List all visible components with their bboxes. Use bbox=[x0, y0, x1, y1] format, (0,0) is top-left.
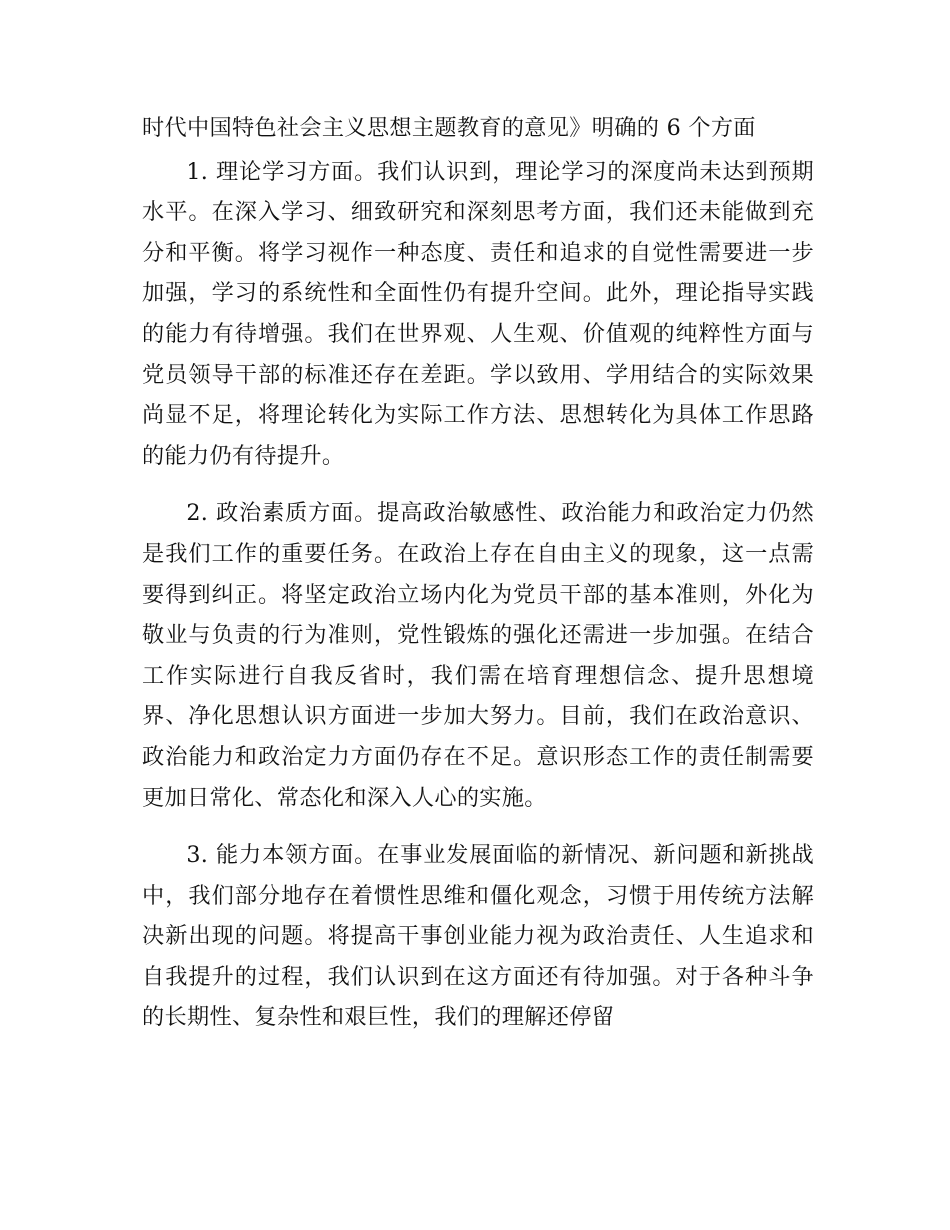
paragraph-ability-skills: 3. 能力本领方面。在事业发展面临的新情况、新问题和新挑战中，我们部分地存在着惯性思维和僵化观念，习惯于用传统方法解决新出现的问题。将提高干事创业能力视为政治责任、人生追求和自我提升的过程，我们认识到在这方面还有待加强。对于各种斗争的长期性、复杂性和艰巨性，我们的理解还停留 bbox=[142, 842, 814, 1031]
paragraph-political-quality: 2. 政治素质方面。提高政治敏感性、政治能力和政治定力仍然是我们工作的重要任务。在政治上存在自由主义的现象，这一点需要得到纠正。将坚定政治立场内化为党员干部的基本准则，外化为敬业与负责的行为准则，党性锻炼的强化还需进一步加强。在结合工作实际进行自我反省时，我们需在培育理想信念、提升思想境界、净化思想认识方面进一步加大努力。目前，我们在政治意识、政治能力和政治定力方面仍存在不足。意识形态工作的责任制需要更加日常化、常态化和深入人心的实施。 bbox=[142, 500, 814, 811]
paragraph-theory-study: 1. 理论学习方面。我们认识到，理论学习的深度尚未达到预期水平。在深入学习、细致研究和深刻思考方面，我们还未能做到充分和平衡。将学习视作一种态度、责任和追求的自觉性需要进一步加强，学习的系统性和全面性仍有提升空间。此外，理论指导实践的能力有待增强。我们在世界观、人生观、价值观的纯粹性方面与党员领导干部的标准还存在差距。学以致用、学用结合的实际效果尚显不足，将理论转化为实际工作方法、思想转化为具体工作思路的能力仍有待提升。 bbox=[142, 158, 814, 469]
document-body bbox=[142, 108, 814, 1055]
lead-line: 时代中国特色社会主义思想主题教育的意见》明确的 6 个方面 bbox=[142, 115, 756, 141]
